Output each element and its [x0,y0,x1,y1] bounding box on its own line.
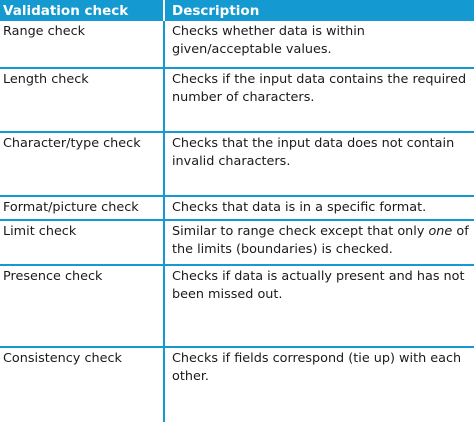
check-description: Checks if the input data contains the required number of characters. [164,68,474,132]
check-description: Checks that data is in a specific format. [164,196,474,220]
header-validation-check: Validation check [0,0,164,21]
check-description: Checks if fields correspond (tie up) with each other. [172,351,462,384]
check-name: Consistency check [0,347,164,422]
table-body [0,21,474,422]
check-description [164,220,474,265]
table-row [0,68,474,132]
header-description: Description [164,0,474,21]
check-name: Character/type check [0,132,164,196]
table-row [0,347,474,422]
check-description: Checks whether data is within given/acceptable values. [164,21,474,68]
table-row [0,196,474,220]
description-emphasis: one [428,224,453,239]
header-row [0,0,474,21]
table-row [0,220,474,265]
check-name: Range check [0,21,164,68]
table-header [0,0,474,21]
check-name: Length check [0,68,164,132]
check-name: Format/picture check [0,196,164,220]
description-text: of the limits (boundaries) is checked. [172,224,469,257]
check-description: Checks if data is actually present and has not been missed out. [164,265,474,347]
check-name: Limit check [0,220,164,265]
table-row [0,132,474,196]
table-row [0,21,474,68]
table-row [0,265,474,347]
check-description: Checks that the input data does not contain invalid characters. [164,132,474,196]
description-text: Similar to range check except that only [172,224,429,239]
check-name: Presence check [0,265,164,347]
